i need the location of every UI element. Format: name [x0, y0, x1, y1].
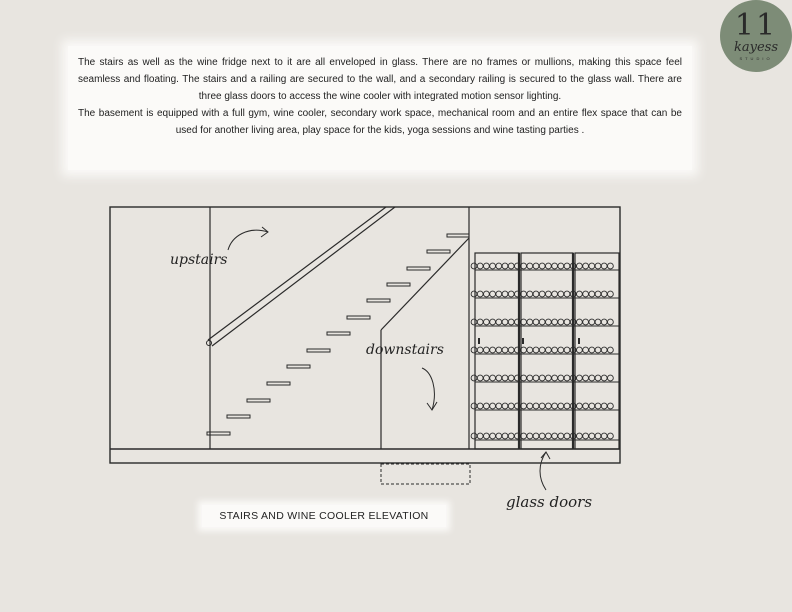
wine-bottle: [589, 291, 595, 297]
wine-bottle: [546, 319, 552, 325]
floor-void-dashed: [381, 464, 470, 484]
wine-bottle: [608, 291, 614, 297]
wine-bottle: [484, 319, 490, 325]
wine-bottle: [595, 263, 601, 269]
door-handles: [479, 338, 579, 344]
wine-bottle: [589, 263, 595, 269]
wine-bottle: [564, 375, 570, 381]
wine-bottle: [583, 375, 589, 381]
wine-bottle: [583, 263, 589, 269]
wine-bottle: [508, 319, 514, 325]
wine-bottle: [589, 319, 595, 325]
wine-bottle: [601, 403, 607, 409]
wine-bottle: [471, 291, 477, 297]
wine-bottle: [564, 433, 570, 439]
wine-bottle: [539, 433, 545, 439]
wine-bottle: [577, 433, 583, 439]
wine-bottle: [539, 263, 545, 269]
wine-bottle: [508, 347, 514, 353]
wine-bottle: [558, 319, 564, 325]
wine-bottle: [527, 291, 533, 297]
wine-bottle: [552, 291, 558, 297]
wine-bottle: [477, 375, 483, 381]
wine-bottle: [546, 375, 552, 381]
wine-bottle: [533, 291, 539, 297]
wine-bottle: [564, 291, 570, 297]
wine-bottle: [496, 433, 502, 439]
brand-name: kayess: [733, 40, 778, 55]
wine-bottle: [539, 375, 545, 381]
wine-bottle: [583, 347, 589, 353]
brand-subtitle: STUDIO: [739, 56, 773, 61]
wine-bottle: [539, 291, 545, 297]
wine-bottle: [490, 291, 496, 297]
wine-bottle: [564, 263, 570, 269]
wine-bottle: [502, 375, 508, 381]
wine-bottle: [552, 347, 558, 353]
wine-bottle: [539, 403, 545, 409]
wine-bottle: [533, 433, 539, 439]
wine-bottle: [471, 347, 477, 353]
wine-bottle: [601, 433, 607, 439]
page-number: 11: [734, 8, 778, 43]
wine-bottle: [552, 375, 558, 381]
wine-bottle: [484, 403, 490, 409]
stair-treads: [207, 234, 469, 435]
wine-bottle: [490, 403, 496, 409]
wine-bottle: [508, 263, 514, 269]
label-glass-doors: glass doors: [506, 493, 593, 511]
wine-bottle: [496, 347, 502, 353]
wine-bottle: [484, 375, 490, 381]
wine-bottle: [490, 375, 496, 381]
wine-bottle: [484, 347, 490, 353]
wine-bottle: [533, 319, 539, 325]
wine-bottle: [558, 433, 564, 439]
wine-bottle: [490, 433, 496, 439]
wine-bottle: [564, 403, 570, 409]
wine-bottle: [577, 375, 583, 381]
drawing-caption: STAIRS AND WINE COOLER ELEVATION: [219, 510, 429, 522]
wine-bottle: [477, 291, 483, 297]
wine-bottle: [552, 319, 558, 325]
wine-bottle: [552, 263, 558, 269]
wine-bottle: [564, 347, 570, 353]
wine-bottle: [533, 263, 539, 269]
wine-bottle: [577, 347, 583, 353]
wine-bottle: [527, 403, 533, 409]
wine-bottle: [577, 319, 583, 325]
wine-bottle: [490, 263, 496, 269]
wine-bottle: [558, 375, 564, 381]
wine-bottle: [583, 433, 589, 439]
wine-bottle: [496, 263, 502, 269]
wine-bottle: [527, 433, 533, 439]
wine-bottle: [527, 263, 533, 269]
railing-upper: [212, 207, 395, 346]
wine-bottle: [595, 403, 601, 409]
wine-bottle: [527, 347, 533, 353]
description-paragraph-2: The basement is equipped with a full gym, wine cooler, secondary work space, mechanical room and an entire flex space that can be used for another living area, play space for the kids, yoga sessions and wine tasting parties .: [78, 108, 682, 136]
wine-bottle: [546, 403, 552, 409]
wine-bottle: [589, 433, 595, 439]
wine-bottle: [477, 263, 483, 269]
wine-bottle: [477, 403, 483, 409]
wine-bottle: [527, 319, 533, 325]
description-paragraph-1: The stairs as well as the wine fridge next to it are all enveloped in glass. There are no frames or mullions, making this space feel seamless and floating. The stairs and a railing are secured to the wall, and a secondary railing is secured to the glass wall. There are three glass doors to access the wine cooler with integrated motion sensor lighting.: [78, 57, 682, 102]
wine-bottle: [558, 403, 564, 409]
wine-bottle: [539, 347, 545, 353]
wine-bottle: [477, 433, 483, 439]
wine-bottle: [477, 319, 483, 325]
wine-bottle: [595, 433, 601, 439]
wine-bottle: [595, 319, 601, 325]
wine-bottle: [502, 263, 508, 269]
wine-bottle: [601, 319, 607, 325]
elevation-frame: [110, 207, 620, 463]
railing-lower: [208, 207, 386, 340]
wine-bottle: [502, 291, 508, 297]
wine-bottle: [546, 291, 552, 297]
wine-bottle: [496, 375, 502, 381]
wine-bottle: [533, 347, 539, 353]
wine-bottle: [564, 319, 570, 325]
wine-bottles: [471, 263, 613, 439]
wine-bottle: [595, 375, 601, 381]
wine-bottle: [496, 291, 502, 297]
wine-bottle: [484, 291, 490, 297]
wine-bottle: [552, 433, 558, 439]
wine-bottle: [496, 403, 502, 409]
wine-bottle: [471, 403, 477, 409]
wine-bottle: [608, 319, 614, 325]
wine-bottle: [595, 291, 601, 297]
wine-bottle: [471, 319, 477, 325]
wine-bottle: [583, 403, 589, 409]
wine-bottle: [577, 291, 583, 297]
wine-bottle: [577, 403, 583, 409]
wine-bottle: [477, 347, 483, 353]
wine-bottle: [502, 319, 508, 325]
wine-bottle: [608, 375, 614, 381]
wine-bottle: [484, 433, 490, 439]
wine-bottle: [601, 291, 607, 297]
wine-bottle: [608, 403, 614, 409]
wine-bottle: [595, 347, 601, 353]
wine-bottle: [558, 291, 564, 297]
wine-bottle: [508, 433, 514, 439]
downstairs-arrow-icon: [422, 368, 434, 410]
wine-bottle: [484, 263, 490, 269]
wine-bottle: [577, 263, 583, 269]
wine-bottle: [471, 433, 477, 439]
railing-end: [207, 341, 212, 346]
wine-bottle: [508, 403, 514, 409]
wine-bottle: [601, 263, 607, 269]
wine-bottle: [608, 433, 614, 439]
wine-bottle: [496, 319, 502, 325]
wine-bottle: [508, 291, 514, 297]
stair-underside: [381, 238, 469, 330]
wine-bottle: [546, 433, 552, 439]
wine-bottle: [471, 375, 477, 381]
wine-bottle: [539, 319, 545, 325]
wine-bottle: [546, 263, 552, 269]
wine-bottle: [608, 263, 614, 269]
label-downstairs: downstairs: [366, 342, 444, 358]
wine-bottle: [502, 347, 508, 353]
upstairs-arrow-icon: [228, 230, 268, 250]
wine-bottle: [502, 403, 508, 409]
wine-bottle: [490, 319, 496, 325]
wine-bottle: [490, 347, 496, 353]
wine-bottle: [601, 347, 607, 353]
wine-bottle: [546, 347, 552, 353]
caption-panel: [202, 505, 446, 527]
wine-bottle: [471, 263, 477, 269]
wine-bottle: [558, 263, 564, 269]
wine-bottle: [583, 319, 589, 325]
wine-bottle: [589, 375, 595, 381]
wine-bottle: [589, 347, 595, 353]
wine-bottle: [533, 375, 539, 381]
wine-bottle: [508, 375, 514, 381]
label-upstairs: upstairs: [170, 252, 228, 268]
wine-bottle: [601, 375, 607, 381]
wine-bottle: [608, 347, 614, 353]
wine-bottle: [558, 347, 564, 353]
wine-bottle: [527, 375, 533, 381]
wine-bottle: [533, 403, 539, 409]
wine-bottle: [589, 403, 595, 409]
wine-bottle: [552, 403, 558, 409]
wine-bottle: [583, 291, 589, 297]
wine-bottle: [502, 433, 508, 439]
wine-cooler: [475, 253, 619, 449]
